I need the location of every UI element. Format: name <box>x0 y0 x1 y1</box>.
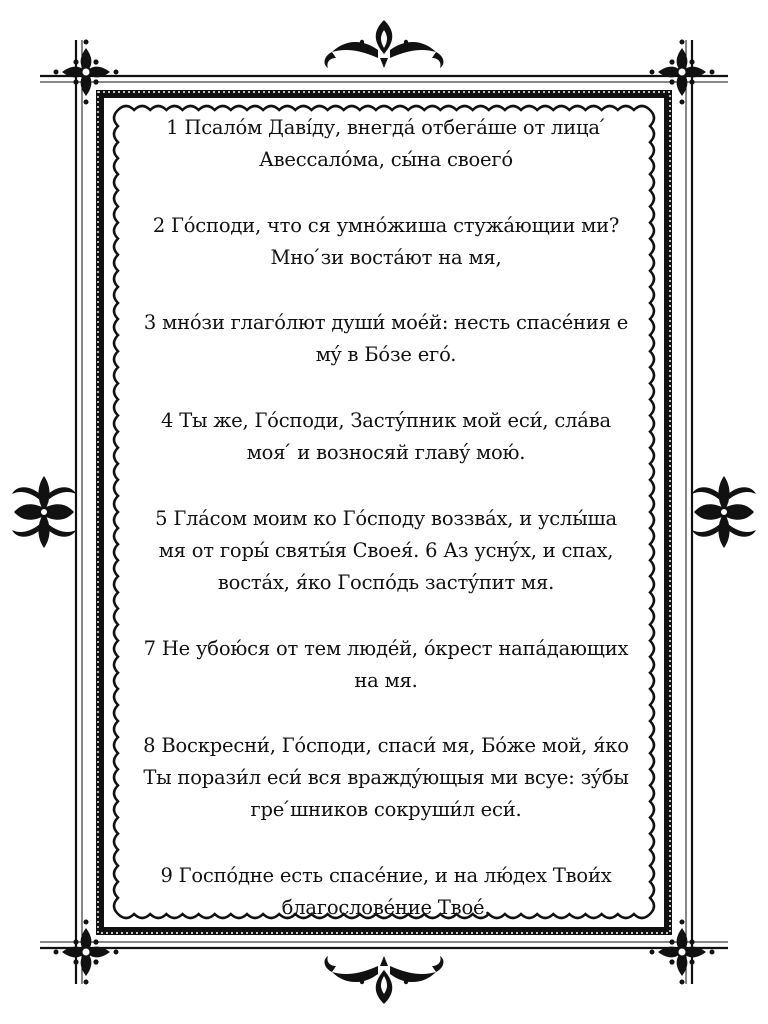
verse-1: 1 Псалóм Давíду, внегдá отбегáше от лица ́ Авессалóма, сы́на своегó <box>166 116 606 171</box>
verse-3: 3 мнóзи глагóлют души́ моéй: несть спасéния е мý в Бóзе егó. <box>143 311 629 367</box>
verse-2: 2 Гóсподи, что ся умнóжиша стужáющии ми? Мно ́зи востáют на мя, <box>152 213 620 269</box>
psalm-text <box>140 112 632 924</box>
verse-5-6: 5 Глáсом моим ко Гóсподу воззвáх, и услы́ша мя от горы́ святы́я Своея́. 6 Аз уснýх, и спах, востáх, я́ко Госпóдь застýпит мя. <box>155 506 617 594</box>
verse-8: 8 Воскресни́, Гóсподи, спаси́ мя, Бóже мой, я́ко Ты порази́л еси́ вся враждýющыя ми всуе: зýбы гре ́шников сокруши́л еси́. <box>143 734 629 822</box>
verse-7: 7 Не убою́ся от тем людéй, óкрест напáдающих на мя. <box>143 636 629 692</box>
verse-4: 4 Ты же, Гóсподи, Застýпник мой еси́, слáва моя ́ и возносяй главý мою́. <box>161 409 611 465</box>
verse-9: 9 Госпóдне есть спасéние, и на лю́дех Твои́х благословéние Твоé. <box>160 863 612 919</box>
